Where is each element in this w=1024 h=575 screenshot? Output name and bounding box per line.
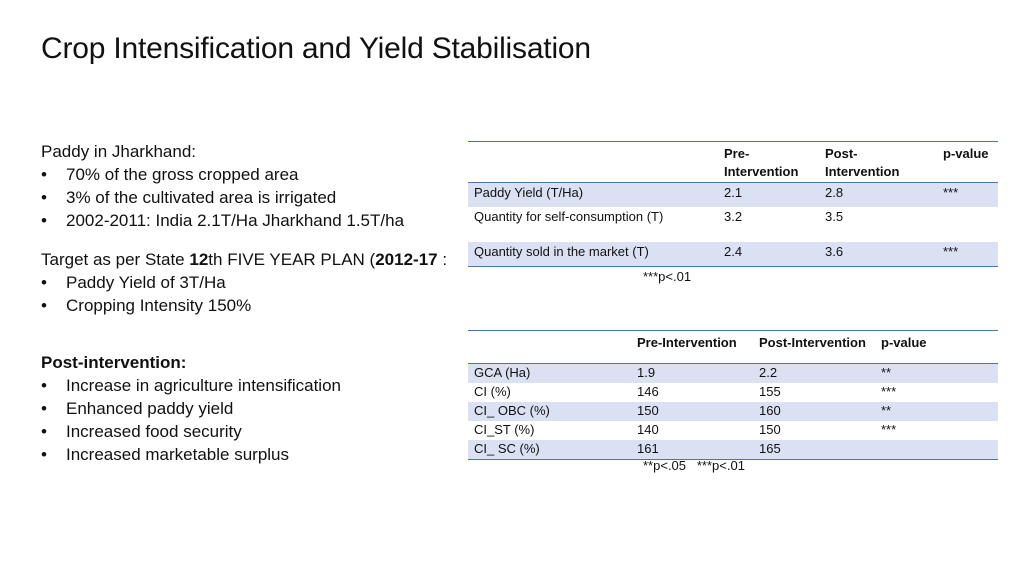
bullet-item: • 2002-2011: India 2.1T/Ha Jharkhand 1.5T/ha — [41, 209, 461, 232]
table-cell: CI_ST (%) — [474, 422, 535, 437]
bullet-item: • 70% of the gross cropped area — [41, 163, 461, 186]
table-cell: *** — [937, 183, 998, 208]
target-bullet-list — [41, 271, 461, 317]
paddy-yield-table — [468, 141, 998, 267]
table-row — [468, 421, 998, 440]
table-cell: Quantity for self-consumption (T) — [474, 209, 664, 224]
bullet-item: • Paddy Yield of 3T/Ha — [41, 271, 461, 294]
table-cell: 146 — [637, 384, 659, 399]
paddy-bullet-list — [41, 163, 461, 232]
bullet-item: • Increased food security — [41, 420, 461, 443]
table-cell — [937, 207, 998, 242]
significance-note: **p<.05 ***p<.01 — [643, 458, 745, 473]
table-header-row — [468, 331, 998, 364]
bullet-item: • Increased marketable surplus — [41, 443, 461, 466]
table-cell: 2.2 — [753, 364, 875, 384]
bullet-item: • Enhanced paddy yield — [41, 397, 461, 420]
table-cell: ** — [875, 364, 998, 384]
table-row — [468, 402, 998, 421]
target-plan-number: 12 — [189, 250, 209, 269]
table-header-row — [468, 142, 998, 183]
target-text: : — [437, 250, 448, 269]
table-cell: *** — [881, 384, 897, 399]
bullet-item: • 3% of the cultivated area is irrigated — [41, 186, 461, 209]
target-plan-years: 2012-17 — [375, 250, 438, 269]
column-header-post: Post-Intervention — [753, 331, 875, 364]
column-header-pre: Pre- Intervention — [718, 142, 819, 183]
table-row — [468, 364, 998, 384]
table-cell: 140 — [637, 422, 659, 437]
table-cell: CI_ OBC (%) — [468, 402, 631, 421]
table-row — [468, 183, 998, 208]
slide-title: Crop Intensification and Yield Stabilisation — [41, 32, 591, 65]
table-row — [468, 207, 998, 242]
section-heading-target — [41, 248, 461, 271]
table-cell: 161 — [631, 440, 753, 460]
column-header-pvalue: p-value — [937, 142, 998, 183]
column-header-pvalue: p-value — [875, 331, 998, 364]
table-cell: 160 — [753, 402, 875, 421]
target-text: th FIVE YEAR PLAN ( — [208, 250, 376, 269]
table-cell: CI_ SC (%) — [468, 440, 631, 460]
table-cell: 165 — [753, 440, 875, 460]
bullet-item: • Cropping Intensity 150% — [41, 294, 461, 317]
table-row — [468, 383, 998, 402]
section-heading-paddy: Paddy in Jharkhand: — [41, 142, 196, 161]
bullet-item: • Increase in agriculture intensification — [41, 374, 461, 397]
table-cell: 3.6 — [819, 242, 937, 267]
table-cell: Quantity sold in the market (T) — [468, 242, 718, 267]
table-cell: Paddy Yield (T/Ha) — [468, 183, 718, 208]
column-header-pre: Pre-Intervention — [631, 331, 753, 364]
table-cell: *** — [881, 422, 897, 437]
section-heading-post-intervention: Post-intervention: — [41, 353, 187, 372]
table-cell: 2.1 — [718, 183, 819, 208]
column-header — [468, 142, 718, 183]
cropping-intensity-table — [468, 330, 998, 460]
table-cell: ** — [875, 402, 998, 421]
table-cell: 3.2 — [724, 209, 743, 224]
target-text: Target as per State — [41, 250, 190, 269]
post-intervention-bullet-list — [41, 374, 461, 466]
table-row — [468, 440, 998, 460]
table-cell: *** — [937, 242, 998, 267]
table-cell: 150 — [759, 422, 781, 437]
table-cell: 2.8 — [819, 183, 937, 208]
left-text-panel — [41, 140, 461, 466]
significance-note: ***p<.01 — [643, 269, 692, 284]
table-cell: CI (%) — [474, 384, 511, 399]
table-cell: 1.9 — [631, 364, 753, 384]
table-cell: 2.4 — [718, 242, 819, 267]
table-cell: GCA (Ha) — [468, 364, 631, 384]
column-header — [468, 331, 631, 364]
table-row — [468, 242, 998, 267]
table-cell — [875, 440, 998, 460]
table-cell: 155 — [759, 384, 781, 399]
table-cell: 3.5 — [825, 209, 844, 224]
column-header-post: Post- Intervention — [819, 142, 937, 183]
table-cell: 150 — [631, 402, 753, 421]
